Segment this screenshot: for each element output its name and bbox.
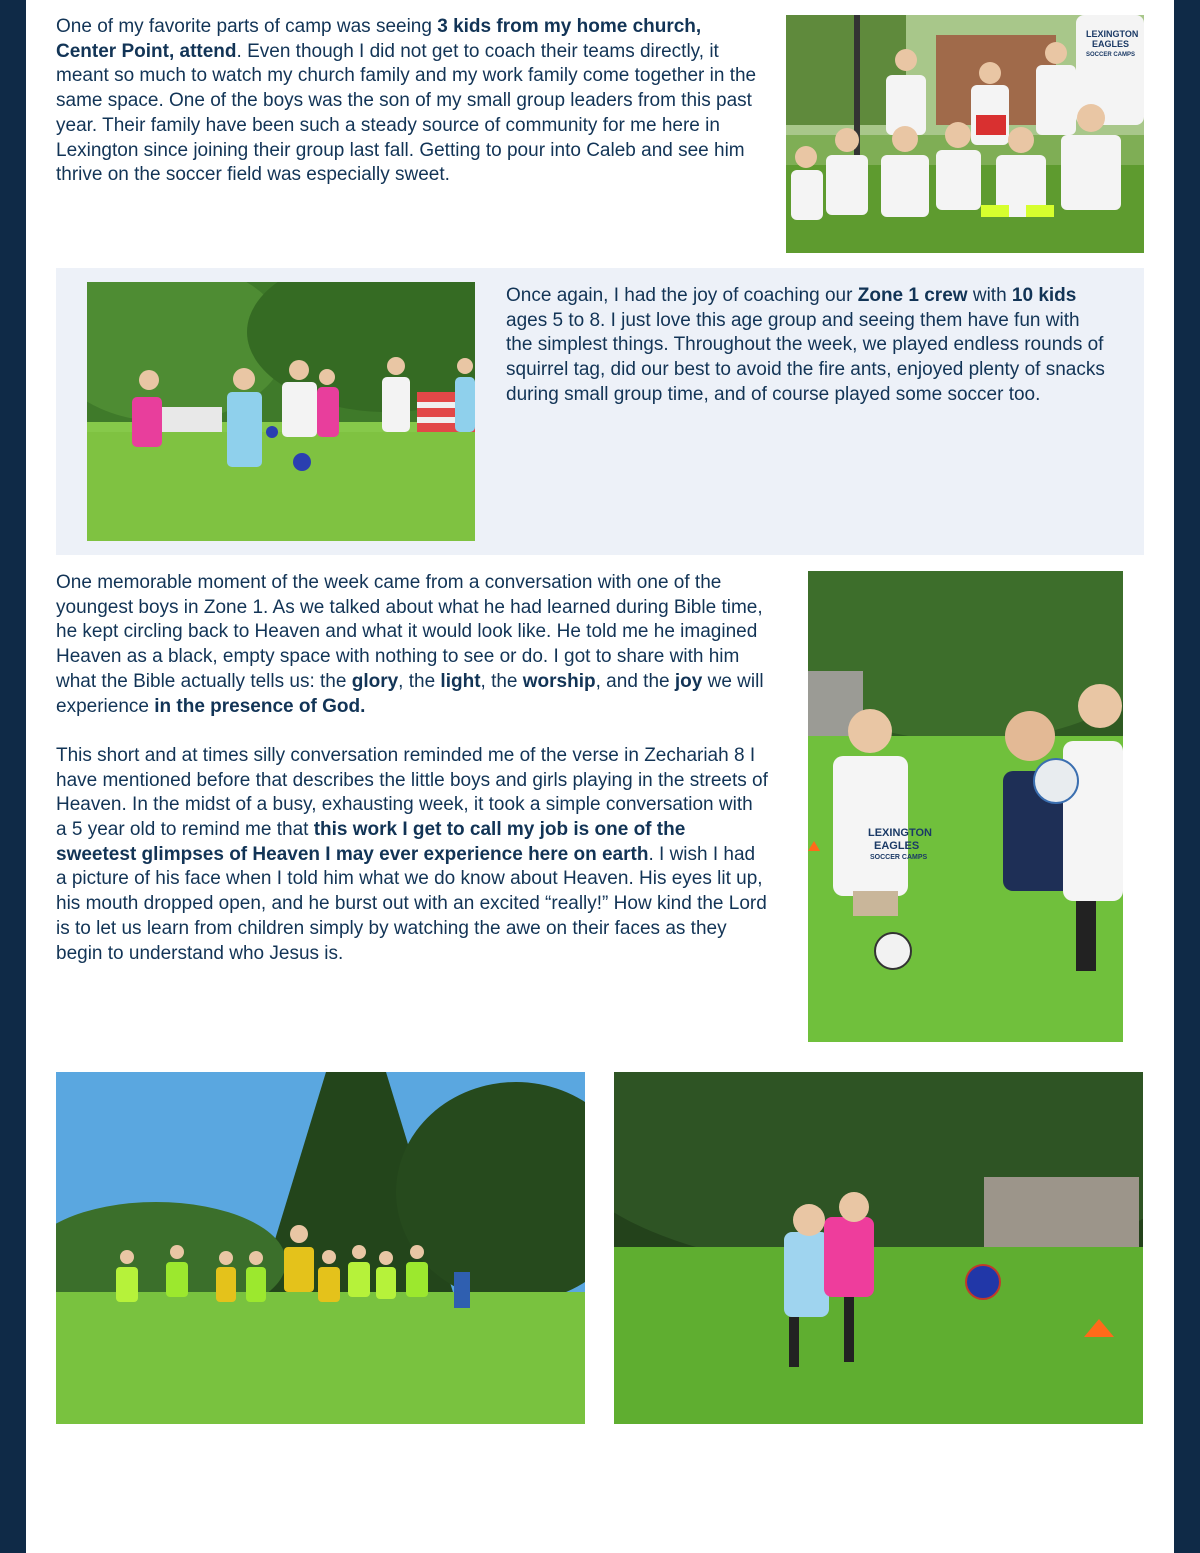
photo-campers-sitting (786, 15, 1144, 253)
shirt-text-line-2: EAGLES (1092, 39, 1130, 49)
section2-paragraph (506, 284, 1111, 408)
body-text: This short and at times silly conversation reminded me of the verse in Zechariah 8 I have mentioned before that describes the little boys and girls playing in the streets of Heaven. In the midst of a busy, exhausting week, it took a simple conversation with a 5 year old to remind me that (56, 744, 768, 841)
body-text: One of my favorite parts of camp was seeing (56, 16, 438, 37)
emphasis-text: in the presence of God. (154, 695, 366, 717)
body-text: , the (398, 670, 441, 692)
shirt-text-line-1: LEXINGTON (1086, 29, 1139, 39)
shirt-text-line-3: SOCCER CAMPS (1086, 52, 1136, 58)
emphasis-text: 10 kids (1011, 285, 1077, 306)
body-text: ages 5 to 8. I just love this age group and seeing them have fun with the simplest things. Throughout the week, we played endless rounds of squirrel tag, did our best to avoid the fire ants, enjoyed plenty of snacks during small group time, and of course played some soccer too. (506, 309, 1105, 405)
newsletter-page (26, 0, 1174, 1553)
section3-text (56, 571, 768, 966)
body-text: One memorable moment of the week came from a conversation with one of the youngest boys in Zone 1. As we talked about what he had learned during Bible time, he kept circling back to Heaven and what it would look like. He told me he imagined Heaven as a black, empty space with nothing to see or do. I got to share with him what the Bible actually tells us: the (56, 572, 763, 692)
emphasis-text: light (440, 670, 481, 692)
paragraph-spacer (56, 719, 768, 744)
shirt-text-line-2: EAGLES (874, 840, 920, 852)
body-text: , and the (595, 670, 675, 692)
photo-kids-playing (87, 282, 475, 541)
shirt-text-line-1: LEXINGTON (868, 827, 932, 839)
emphasis-text: 3 kids from my home church, Center Point, attend (56, 16, 702, 62)
section3-paragraph-2 (56, 744, 768, 966)
emphasis-text: this work I get to call my job is one of the sweetest glimpses of Heaven I may ever experience here on earth (56, 819, 686, 865)
section3-paragraph-1 (56, 571, 768, 719)
photo-kids-running (56, 1072, 585, 1424)
photo-girls-kicking-ball (614, 1072, 1143, 1424)
emphasis-text: joy (674, 670, 703, 692)
right-frame (1174, 0, 1200, 1553)
section1-paragraph (56, 15, 766, 188)
photo-coach-with-kids (808, 571, 1123, 1042)
body-text: Once again, I had the joy of coaching our (506, 285, 858, 306)
body-text: we will experience (56, 670, 764, 717)
emphasis-text: worship (522, 670, 596, 692)
shirt-text-line-3: SOCCER CAMPS (870, 854, 928, 861)
emphasis-text: Zone 1 crew (857, 285, 968, 306)
body-text: . I wish I had a picture of his face when I told him what we do know about Heaven. His eyes lit up, his mouth dropped open, and he burst out with an excited “really!” How kind the Lord is to let us learn from children simply by watching the awe on their faces as they begin to understand who Jesus is. (56, 843, 767, 964)
emphasis-text: glory (351, 670, 399, 692)
body-text: . Even though I did not get to coach their teams directly, it meant so much to watch my church family and my work family come together in the same space. One of the boys was the son of my small group leaders from this past year. Their family have been such a steady source of community for me here in Lexington since joining their group last fall. Getting to pour into Caleb and see him thrive on the soccer field was especially sweet. (56, 40, 757, 186)
section2-text (506, 284, 1111, 408)
section1-text (56, 15, 766, 188)
body-text: , the (480, 670, 523, 692)
left-frame (0, 0, 26, 1553)
body-text: with (967, 285, 1012, 306)
